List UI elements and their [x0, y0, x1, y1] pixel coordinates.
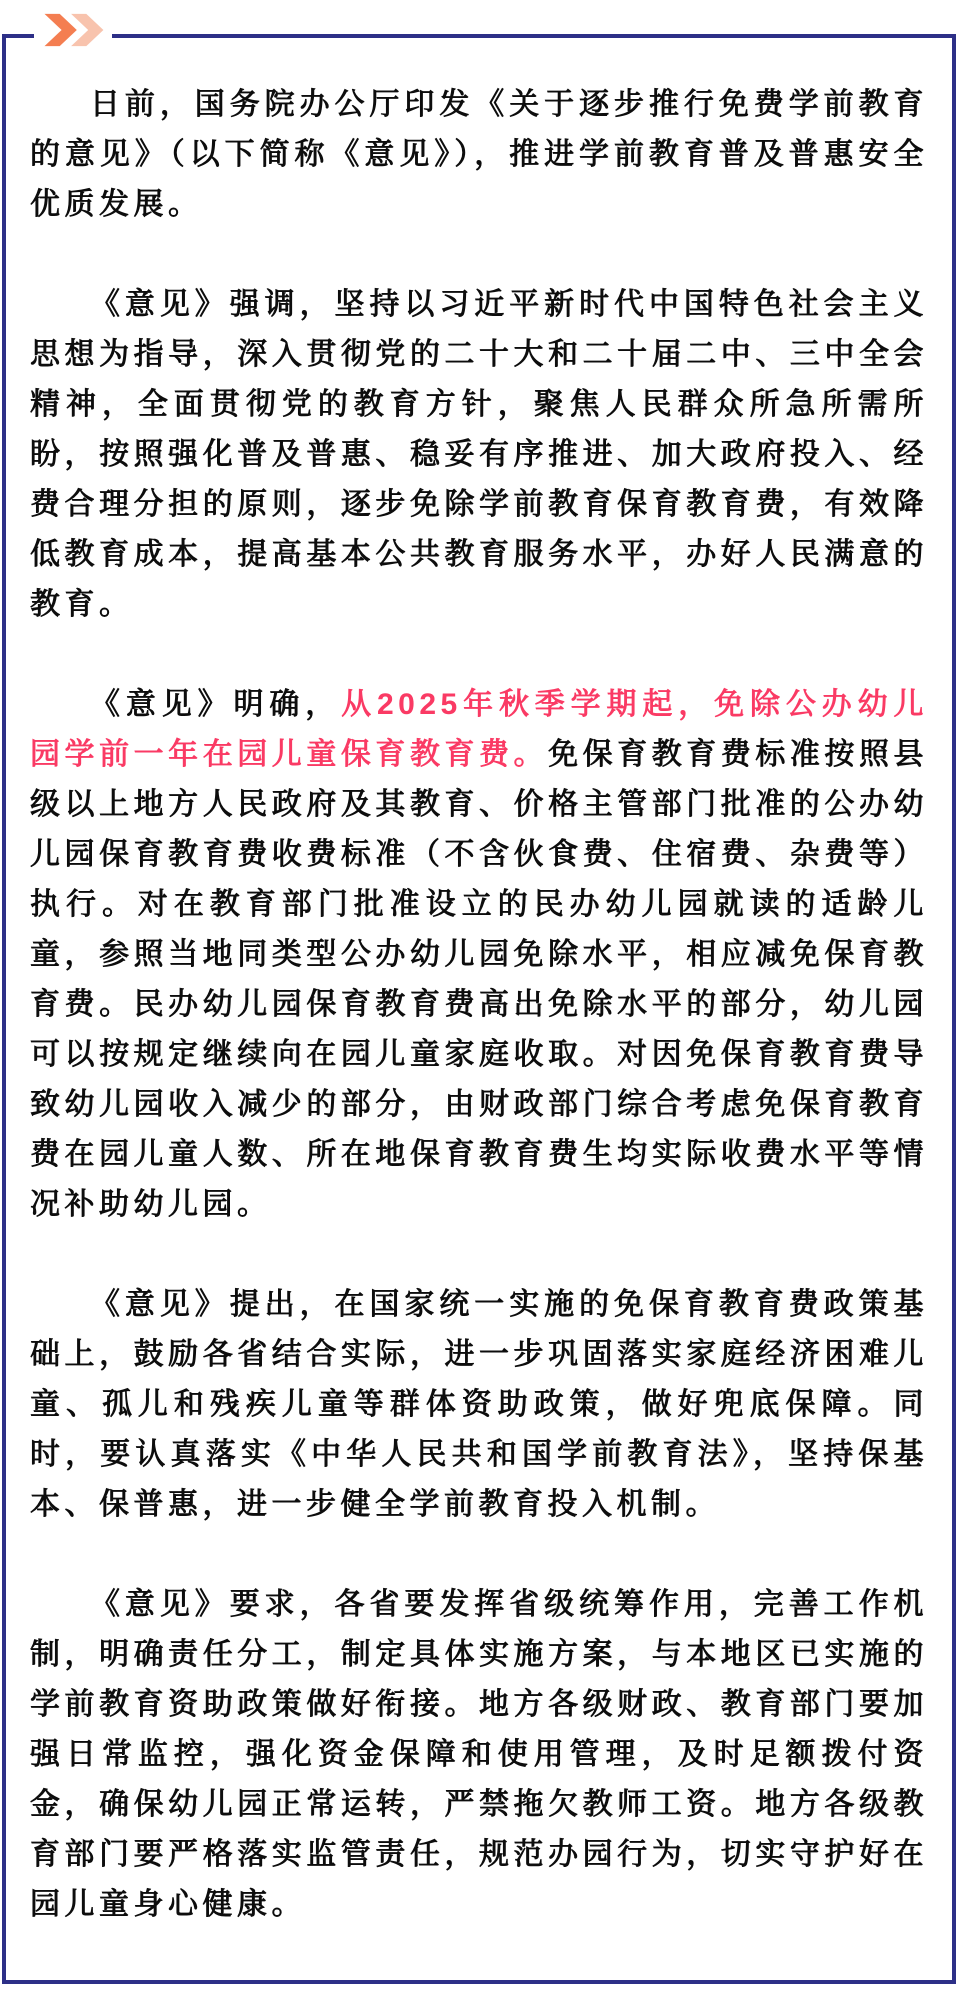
paragraph-text: 《意见》明确，: [90, 688, 342, 721]
paragraph-intro: [30, 80, 928, 230]
double-chevron-icon: [34, 11, 112, 49]
paragraph-emphasis: [30, 280, 928, 630]
highlighted-text: 从2025年秋季学期起，免除公办幼儿园学前一年在园儿童保育教育费。: [30, 688, 928, 771]
paragraph-proposal: [30, 1280, 928, 1530]
paragraph-text: 《意见》提出，在国家统一实施的免保育教育费政策基础上，鼓励各省结合实际，进一步巩固落实家庭经济困难儿童、孤儿和残疾儿童等群体资助政策，做好兜底保障。同时，要认真落实《中华人民共和国学前教育法》，坚持保基本、保普惠，进一步健全学前教育投入机制。: [30, 1288, 928, 1521]
paragraph-text: 《意见》强调，坚持以习近平新时代中国特色社会主义思想为指导，深入贯彻党的二十大和二十届二中、三中全会精神，全面贯彻党的教育方针，聚焦人民群众所急所需所盼，按照强化普及普惠、稳妥有序推进、加大政府投入、经费合理分担的原则，逐步免除学前教育保育教育费，有效降低教育成本，提高基本公共教育服务水平，办好人民满意的教育。: [30, 288, 928, 621]
paragraph-policy: [30, 680, 928, 1230]
chevron-front-shape: [45, 14, 77, 46]
paragraph-text: 免保育教育费标准按照县级以上地方人民政府及其教育、价格主管部门批准的公办幼儿园保育教育费收费标准（不含伙食费、住宿费、杂费等）执行。对在教育部门批准设立的民办幼儿园就读的适龄儿童，参照当地同类型公办幼儿园免除水平，相应减免保育教育费。民办幼儿园保育教育费高出免除水平的部分，幼儿园可以按规定继续向在园儿童家庭收取。对因免保育教育费导致幼儿园收入减少的部分，由财政部门综合考虑免保育教育费在园儿童人数、所在地保育教育费生均实际收费水平等情况补助幼儿园。: [30, 738, 929, 1221]
article-frame: [2, 34, 956, 1984]
article-body: [6, 38, 952, 1976]
paragraph-text: 日前，国务院办公厅印发《关于逐步推行免费学前教育的意见》（以下简称《意见》），推进学前教育普及普惠安全优质发展。: [30, 88, 928, 221]
paragraph-text: 《意见》要求，各省要发挥省级统筹作用，完善工作机制，明确责任分工，制定具体实施方案，与本地区已实施的学前教育资助政策做好衔接。地方各级财政、教育部门要加强日常监控，强化资金保障和使用管理，及时足额拨付资金，确保幼儿园正常运转，严禁拖欠教师工资。地方各级教育部门要严格落实监管责任，规范办园行为，切实守护好在园儿童身心健康。: [30, 1588, 928, 1921]
paragraph-requirements: [30, 1580, 928, 1930]
